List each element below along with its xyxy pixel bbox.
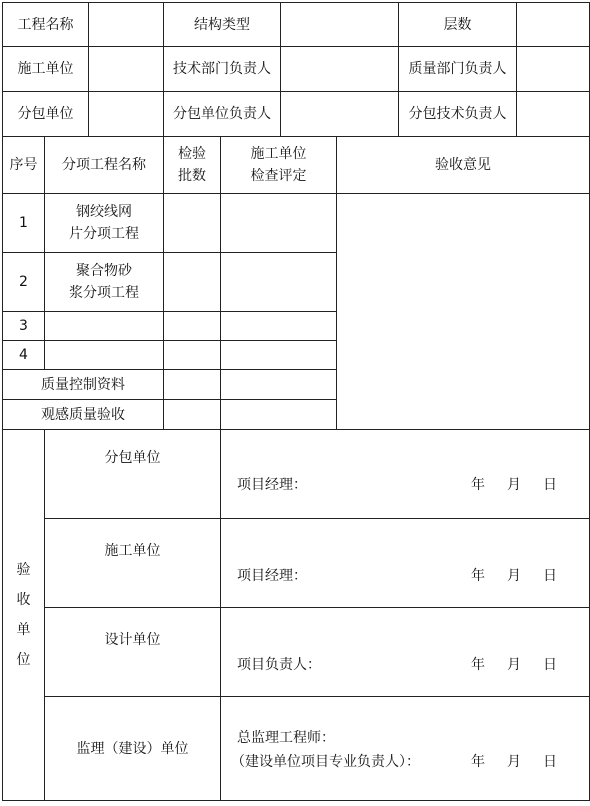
project-name-label: 工程名称 [3, 3, 89, 47]
unit-contractor-signer: 项目经理： [237, 568, 307, 584]
date-year: 年 [471, 477, 485, 493]
unit-design-name [45, 608, 221, 697]
unit-contractor-name [45, 519, 221, 608]
quality-control-docs-label: 质量控制资料 [3, 370, 164, 400]
structure-type-label: 结构类型 [164, 3, 281, 47]
date-month: 月 [507, 477, 521, 493]
unit-supervision-signer: 总监理工程师： [237, 730, 335, 746]
acceptance-opinion-cell[interactable] [337, 194, 590, 430]
date-month: 月 [507, 568, 521, 584]
row-3-contractor-check[interactable] [221, 312, 337, 341]
project-name-value[interactable] [89, 3, 164, 47]
unit-subcontractor-sign[interactable] [221, 430, 590, 519]
unit-supervision-name: 监理（建设）单位 [45, 697, 221, 801]
appearance-quality-check[interactable] [221, 400, 337, 430]
tech-dept-head-label: 技术部门负责人 [164, 47, 281, 92]
unit-design-signer: 项目负责人： [237, 657, 321, 673]
row-4-no: 4 [3, 341, 45, 370]
row-2-name [45, 253, 164, 312]
unit-contractor-sign[interactable] [221, 519, 590, 608]
row-1-contractor-check[interactable] [221, 194, 337, 253]
unit-contractor-name-text: 施工单位 [104, 543, 161, 559]
row-3-no: 3 [3, 312, 45, 341]
row-2-no: 2 [3, 253, 45, 312]
date-day: 日 [543, 754, 557, 770]
unit-design-date [471, 654, 579, 676]
contractor-check-header-line2: 检查评定 [250, 168, 307, 184]
acceptance-units-char-2: 收 [16, 592, 31, 608]
date-day: 日 [543, 477, 557, 493]
unit-subcontractor-name [45, 430, 221, 519]
quality-control-docs-batches[interactable] [164, 370, 221, 400]
contractor-check-header [221, 137, 337, 194]
contractor-check-header-line1: 施工单位 [250, 146, 307, 162]
sub-unit-head-value[interactable] [281, 92, 399, 137]
acceptance-units-label [3, 430, 45, 801]
acceptance-units-char-3: 单 [16, 622, 31, 638]
acceptance-units-char-4: 位 [16, 652, 31, 668]
unit-supervision-sign[interactable] [221, 697, 590, 801]
row-2-name-line2: 浆分项工程 [69, 285, 139, 301]
unit-supervision-date [471, 751, 579, 773]
sub-unit-head-label: 分包单位负责人 [164, 92, 281, 137]
row-3-name[interactable] [45, 312, 164, 341]
floors-label: 层数 [399, 3, 517, 47]
row-4-contractor-check[interactable] [221, 341, 337, 370]
unit-subcontractor-name-text: 分包单位 [104, 450, 161, 466]
floors-value[interactable] [517, 3, 590, 47]
quality-control-docs-check[interactable] [221, 370, 337, 400]
unit-supervision-signer-2: （建设单位项目专业负责人）： [231, 754, 420, 770]
structure-type-value[interactable] [281, 3, 399, 47]
sub-tech-head-value[interactable] [517, 92, 590, 137]
row-2-contractor-check[interactable] [221, 253, 337, 312]
batches-header-line1: 检验 [178, 146, 206, 162]
subcontractor-label: 分包单位 [3, 92, 89, 137]
form-table [2, 2, 590, 801]
date-day: 日 [543, 657, 557, 673]
appearance-quality-batches[interactable] [164, 400, 221, 430]
row-3-batches[interactable] [164, 312, 221, 341]
row-4-batches[interactable] [164, 341, 221, 370]
sub-tech-head-label: 分包技术负责人 [399, 92, 517, 137]
tech-dept-head-value[interactable] [281, 47, 399, 92]
date-month: 月 [507, 657, 521, 673]
acceptance-opinion-header: 验收意见 [337, 137, 590, 194]
quality-dept-head-label: 质量部门负责人 [399, 47, 517, 92]
date-month: 月 [507, 754, 521, 770]
unit-design-name-text: 设计单位 [104, 632, 161, 648]
batches-header-line2: 批数 [178, 168, 206, 184]
row-1-name-line1: 钢绞线网 [76, 204, 132, 220]
date-year: 年 [471, 657, 485, 673]
subcontractor-value[interactable] [89, 92, 164, 137]
contractor-label: 施工单位 [3, 47, 89, 92]
appearance-quality-label: 观感质量验收 [3, 400, 164, 430]
row-4-name[interactable] [45, 341, 164, 370]
row-1-name-line2: 片分项工程 [69, 226, 139, 242]
date-year: 年 [471, 754, 485, 770]
contractor-value[interactable] [89, 47, 164, 92]
date-day: 日 [543, 568, 557, 584]
unit-subcontractor-signer: 项目经理： [237, 477, 307, 493]
quality-dept-head-value[interactable] [517, 47, 590, 92]
unit-design-sign[interactable] [221, 608, 590, 697]
row-2-name-line1: 聚合物砂 [76, 263, 132, 279]
batches-header [164, 137, 221, 194]
row-2-batches[interactable] [164, 253, 221, 312]
subitem-name-header: 分项工程名称 [45, 137, 164, 194]
unit-subcontractor-date [471, 474, 579, 496]
unit-contractor-date [471, 565, 579, 587]
row-1-name [45, 194, 164, 253]
row-1-no: 1 [3, 194, 45, 253]
date-year: 年 [471, 568, 485, 584]
acceptance-units-char-1: 验 [16, 562, 31, 578]
row-1-batches[interactable] [164, 194, 221, 253]
seq-header: 序号 [3, 137, 45, 194]
